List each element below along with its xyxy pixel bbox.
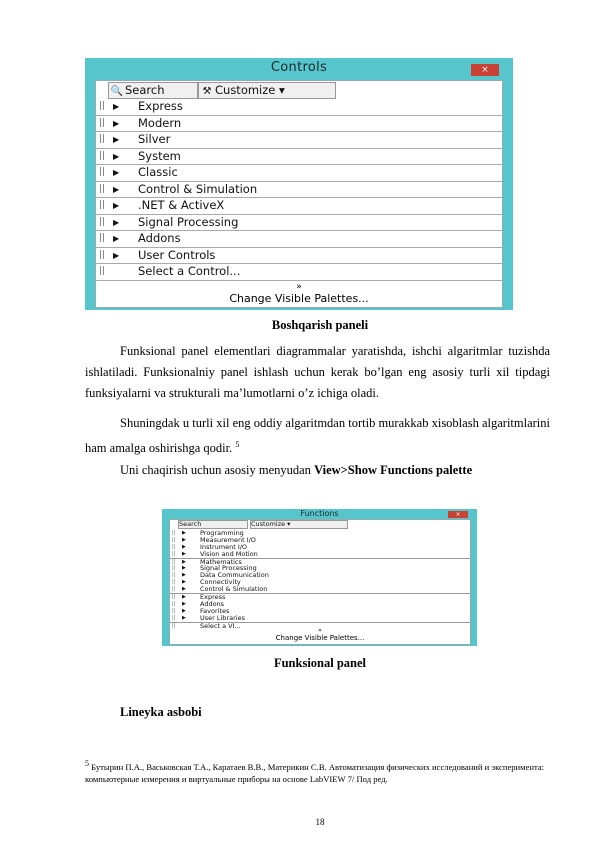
palette-item-label: Modern — [138, 115, 182, 130]
palette-item[interactable] — [96, 215, 502, 232]
controls-palette-window — [85, 58, 513, 310]
expand-arrow-icon[interactable]: ▶ — [182, 558, 186, 565]
drag-handle-icon[interactable]: || — [172, 550, 176, 557]
functions-palette-list — [170, 530, 470, 629]
palette-item-label: System — [138, 148, 181, 163]
figure-caption-functions: Funksional panel — [273, 656, 367, 670]
expand-arrow-icon[interactable]: ▶ — [113, 184, 120, 194]
palette-item-label: Express — [200, 593, 226, 602]
drag-handle-icon[interactable]: || — [172, 558, 176, 565]
customize-button[interactable]: Customize ▾ — [250, 520, 348, 529]
palette-item[interactable] — [96, 231, 502, 248]
expand-arrow-icon[interactable]: ▶ — [113, 201, 120, 210]
expand-arrow-icon[interactable]: ▶ — [113, 118, 120, 128]
drag-handle-icon[interactable]: || — [172, 536, 176, 543]
footnote-number: 5 — [85, 759, 89, 768]
expand-arrow-icon[interactable]: ▶ — [113, 151, 120, 161]
search-button[interactable] — [108, 82, 198, 99]
expand-arrow-icon[interactable]: ▶ — [113, 168, 120, 177]
palette-item-label: Signal Processing — [138, 214, 239, 229]
drag-handle-icon[interactable]: || — [99, 200, 106, 210]
drag-handle-icon[interactable]: || — [99, 134, 106, 144]
expand-arrow-icon[interactable]: ▶ — [113, 234, 120, 243]
palette-item-label: Connectivity — [200, 578, 241, 587]
paragraph-functions-intro: Funksional panel elementlari diagrammalar yaratishda, ishchi algaritmlar tuzishda ishlatiladi. Funksionalniy panel ishlash uchun kerak bo’lgan eng asosiy turli xil tipdagi funksiyalarni va strukturali ma’lumotlarni o’z ichiga oladi. — [85, 344, 550, 400]
drag-handle-icon[interactable]: || — [172, 607, 176, 614]
drag-handle-icon[interactable]: || — [172, 565, 176, 572]
expand-arrow-icon[interactable]: ▶ — [182, 572, 186, 579]
palette-item-label: Addons — [200, 599, 225, 608]
drag-handle-icon[interactable]: || — [172, 594, 176, 601]
palette-item[interactable] — [96, 264, 502, 281]
palette-item-label: Select a VI... — [200, 621, 241, 630]
controls-palette-title: Controls — [270, 60, 328, 75]
customize-button-label: Customize ▾ — [215, 83, 285, 97]
expand-arrow-icon[interactable]: ▶ — [113, 217, 120, 227]
palette-item[interactable] — [96, 165, 502, 182]
change-visible-palettes-button[interactable]: Change Visible Palettes... — [229, 292, 369, 305]
paragraph-algorithms-text: Shuningdak u turli xil eng oddiy algaritmdan tortib murakkab xisoblash algaritmlarini ham amalga oshirishga qodir. — [85, 416, 550, 456]
footnote — [85, 758, 555, 785]
palette-item-label: Mathematics — [200, 557, 242, 566]
expand-arrow-icon[interactable]: ▶ — [182, 536, 186, 543]
drag-handle-icon[interactable]: || — [99, 266, 106, 276]
palette-item-label: Control & Simulation — [200, 585, 268, 594]
expand-arrow-icon[interactable]: ▶ — [182, 594, 186, 601]
palette-item-label: User Libraries — [200, 613, 245, 622]
drag-handle-icon[interactable]: || — [99, 101, 106, 111]
search-icon: 🔍 — [110, 86, 124, 97]
functions-palette-title: Functions — [300, 509, 339, 518]
expand-arrow-icon[interactable]: ▶ — [113, 102, 120, 111]
palette-item[interactable] — [96, 248, 502, 265]
drag-handle-icon[interactable]: || — [99, 150, 106, 161]
palette-item-label: Express — [138, 99, 183, 113]
expand-chevron-icon[interactable]: » — [318, 627, 322, 634]
palette-item-label: Signal Processing — [200, 564, 257, 573]
customize-button[interactable] — [198, 82, 336, 99]
drag-handle-icon[interactable]: || — [172, 622, 176, 629]
drag-handle-icon[interactable]: || — [172, 579, 176, 586]
palette-item-label: Addons — [138, 231, 181, 245]
palette-item-label: Control & Simulation — [138, 181, 258, 196]
palette-item[interactable] — [96, 182, 502, 199]
palette-item-label: Silver — [138, 132, 171, 146]
expand-arrow-icon[interactable]: ▶ — [182, 586, 186, 593]
customize-icon: ⚒ — [202, 86, 212, 97]
close-icon[interactable]: × — [471, 64, 499, 76]
menu-path: View>Show Functions palette — [314, 463, 473, 477]
controls-palette-body — [95, 80, 503, 308]
palette-item[interactable] — [96, 116, 502, 133]
functions-palette-window — [162, 509, 477, 646]
drag-handle-icon[interactable]: || — [172, 530, 176, 536]
drag-handle-icon[interactable]: || — [172, 572, 176, 579]
drag-handle-icon[interactable]: || — [172, 543, 176, 550]
search-button-label: Search — [125, 83, 165, 97]
drag-handle-icon[interactable]: || — [99, 216, 106, 227]
palette-item[interactable] — [96, 99, 502, 116]
expand-arrow-icon[interactable]: ▶ — [113, 250, 120, 260]
expand-arrow-icon[interactable]: ▶ — [182, 543, 186, 550]
page-number: 18 — [315, 817, 325, 827]
search-button[interactable]: Search — [178, 520, 248, 529]
drag-handle-icon[interactable]: || — [99, 249, 106, 260]
palette-item-label: Measurement I/O — [200, 535, 256, 544]
expand-arrow-icon[interactable]: ▶ — [182, 614, 186, 621]
palette-item-label: Instrument I/O — [200, 542, 248, 551]
expand-chevron-icon[interactable]: » — [296, 282, 302, 292]
drag-handle-icon[interactable]: || — [172, 586, 176, 593]
palette-item-label: Programming — [200, 529, 244, 537]
footnote-text: Бутырин П.А., Васьковская Т.А., Каратаев В.В., Материкин С.В. Автоматизация физических исследований и эксперимента: компьютерные измерения и виртуальные приборы на основе LabVIEW 7/ Под ред. — [85, 761, 545, 784]
palette-item[interactable] — [96, 132, 502, 149]
section-heading: Lineyka asbobi — [120, 705, 202, 719]
drag-handle-icon[interactable]: || — [99, 117, 106, 128]
palette-item[interactable] — [96, 198, 502, 215]
palette-item-label: Favorites — [200, 606, 230, 615]
drag-handle-icon[interactable]: || — [172, 614, 176, 621]
drag-handle-icon[interactable]: || — [172, 600, 176, 607]
paragraph-open-functions-text: Uni chaqirish uchun asosiy menyudan — [120, 463, 315, 477]
expand-arrow-icon[interactable]: ▶ — [182, 565, 186, 572]
figure-caption-controls: Boshqarish paneli — [271, 318, 369, 332]
drag-handle-icon[interactable]: || — [99, 183, 106, 194]
expand-arrow-icon[interactable]: ▶ — [113, 135, 120, 144]
expand-arrow-icon[interactable]: ▶ — [182, 579, 186, 586]
palette-item-label: .NET & ActiveX — [138, 198, 225, 212]
palette-item-label: Data Communication — [200, 571, 269, 580]
palette-item-label: Select a Control... — [138, 264, 241, 278]
change-visible-palettes-button[interactable]: Change Visible Palettes... — [275, 634, 365, 642]
expand-arrow-icon[interactable]: ▶ — [182, 600, 186, 607]
close-icon[interactable]: × — [448, 511, 468, 518]
paragraph-algorithms — [85, 413, 550, 459]
palette-item-label: Vision and Motion — [200, 549, 258, 558]
drag-handle-icon[interactable]: || — [99, 167, 106, 177]
expand-arrow-icon[interactable]: ▶ — [182, 607, 186, 614]
controls-palette-list — [96, 99, 502, 281]
palette-item[interactable] — [96, 149, 502, 166]
functions-palette-body — [169, 519, 471, 645]
palette-item-label: User Controls — [138, 247, 216, 262]
drag-handle-icon[interactable]: || — [99, 233, 106, 243]
expand-arrow-icon[interactable]: ▶ — [182, 550, 186, 557]
expand-arrow-icon[interactable]: ▶ — [182, 530, 186, 536]
footnote-reference: 5 — [235, 440, 240, 449]
palette-item-label: Classic — [138, 165, 178, 179]
paragraph-open-functions — [85, 460, 550, 481]
